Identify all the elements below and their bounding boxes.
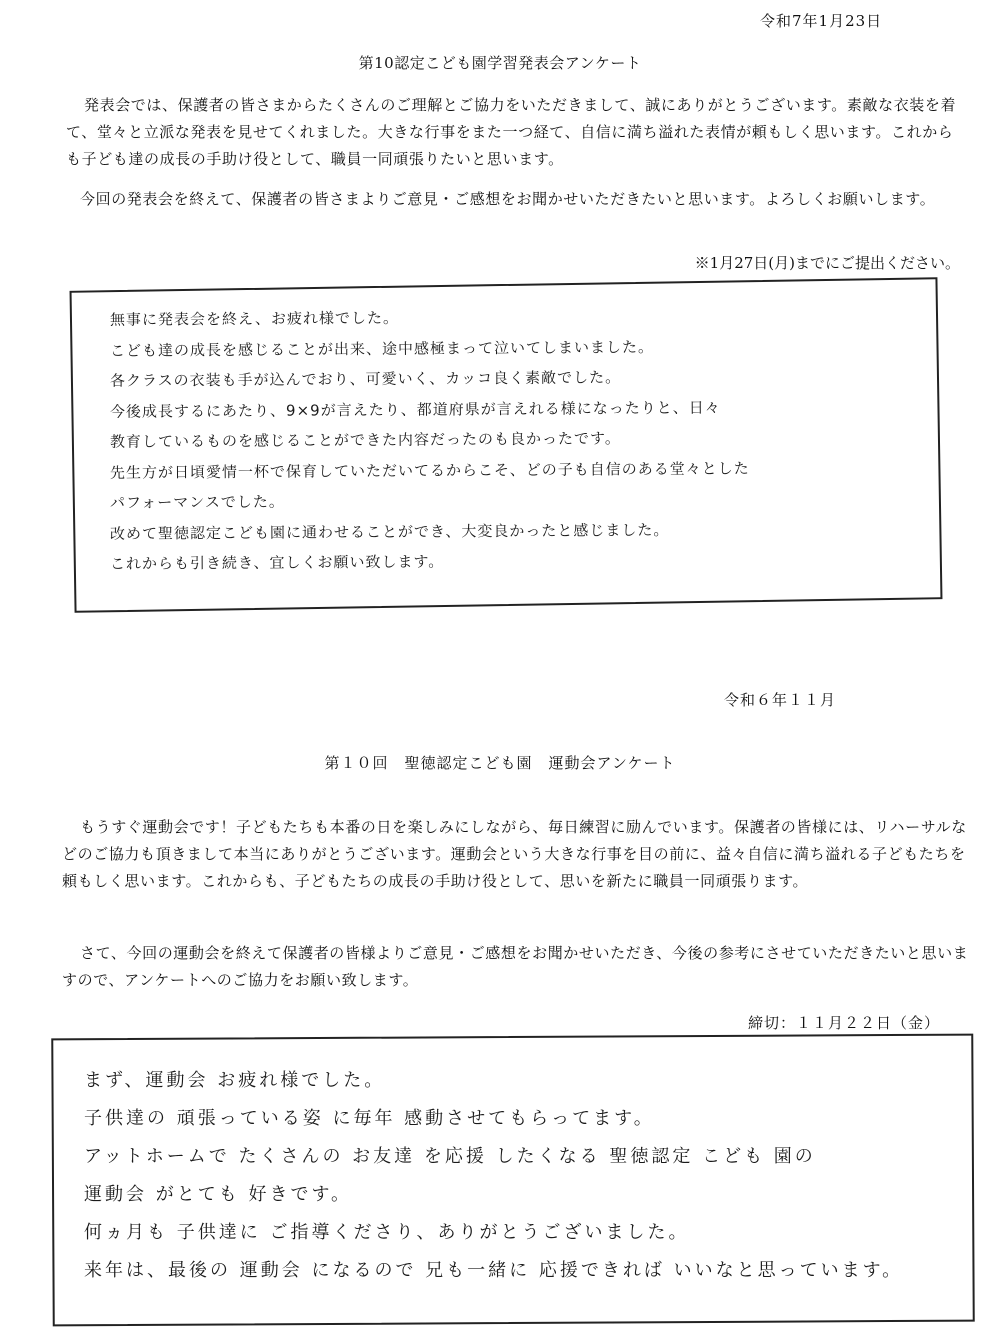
response-line: アットホームで たくさんの お友達 を応援 したくなる 聖徳認定 こども 園の	[84, 1146, 816, 1167]
response-line: 何ヵ月も 子供達に ご指導くださり、ありがとうございました。	[84, 1222, 690, 1243]
response-line: 来年は、最後の 運動会 になるので 兄も一緒に 応援できれば いいなと思っています。	[84, 1260, 904, 1281]
response-line: 運動会 がとても 好きです。	[84, 1184, 353, 1205]
response-line: 子供達の 頑張っている姿 に毎年 感動させてもらってます。	[84, 1108, 655, 1129]
survey2-deadline: 締切：１１月２２日（金）	[747, 1014, 940, 1032]
response-line: これからも引き続き、宜しくお願い致します。	[109, 552, 445, 573]
response-line: 改めて聖徳認定こども園に通わせることができ、大変良かったと感じました。	[109, 520, 670, 543]
response-line: 先生方が日頃愛情一杯で保育していただいてるからこそ、どの子も自信のある堂々とした	[109, 458, 750, 482]
response-line: 今後成長するにあたり、9×9が言えたり、都道府県が言えれる様になったりと、日々	[109, 398, 721, 421]
survey1-request-paragraph: 今回の発表会を終えて、保護者の皆さまよりご意見・ご感想をお聞かせいただきたいと思います。よろしくお願いします。	[80, 190, 936, 208]
survey1-deadline: ※1月27日(月)までにご提出ください。	[694, 254, 960, 272]
response-line: 教育しているものを感じることができた内容だったのも良かったです。	[109, 429, 621, 451]
response-line: こども達の成長を感じることが出来、途中感極まって泣いてしまいました。	[109, 337, 655, 360]
survey1-handwritten-response	[110, 302, 930, 577]
survey1-date: 令和7年1月23日	[760, 12, 883, 30]
response-line: パフォーマンスでした。	[109, 492, 285, 512]
survey1-intro-paragraph: 発表会では、保護者の皆さまからたくさんのご理解とご協力をいただきまして、誠にありがとうございます。素敵な衣装を着て、堂々と立派な発表を見せてくれました。大きな行事をまた一つ経て、自信に満ち溢れた表情が頼もしく思います。これからも子ども達の成長の手助け役として、職員一同頑張りたいと思います。	[66, 96, 957, 168]
survey2-handwritten-response	[84, 1062, 964, 1290]
survey2-date: 令和６年１１月	[724, 691, 837, 709]
response-line: 各クラスの衣装も手が込んでおり、可愛いく、カッコ良く素敵でした。	[109, 368, 622, 390]
survey1-title: 第10認定こども園学習発表会アンケート	[358, 54, 642, 72]
survey2-title: 第１０回 聖徳認定こども園 運動会アンケート	[324, 754, 676, 772]
response-line: 無事に発表会を終え、お疲れ様でした。	[109, 308, 399, 329]
survey2-request-paragraph: さて、今回の運動会を終えて保護者の皆様よりご意見・ご感想をお聞かせいただき、今後の参考にさせていただきたいと思いますので、アンケートへのご協力をお願い致します。	[62, 944, 969, 989]
response-line: まず、運動会 お疲れ様でした。	[84, 1070, 386, 1091]
survey2-intro-paragraph: もうすぐ運動会です！子どもたちも本番の日を楽しみにしながら、毎日練習に励んでいます。保護者の皆様には、リハーサルなどのご協力も頂きまして本当にありがとうございます。運動会という大きな行事を目の前に、益々自信に満ち溢れる子どもたちを頼もしく思います。これからも、子どもたちの成長の手助け役として、思いを新たに職員一同頑張ります。	[62, 818, 967, 890]
